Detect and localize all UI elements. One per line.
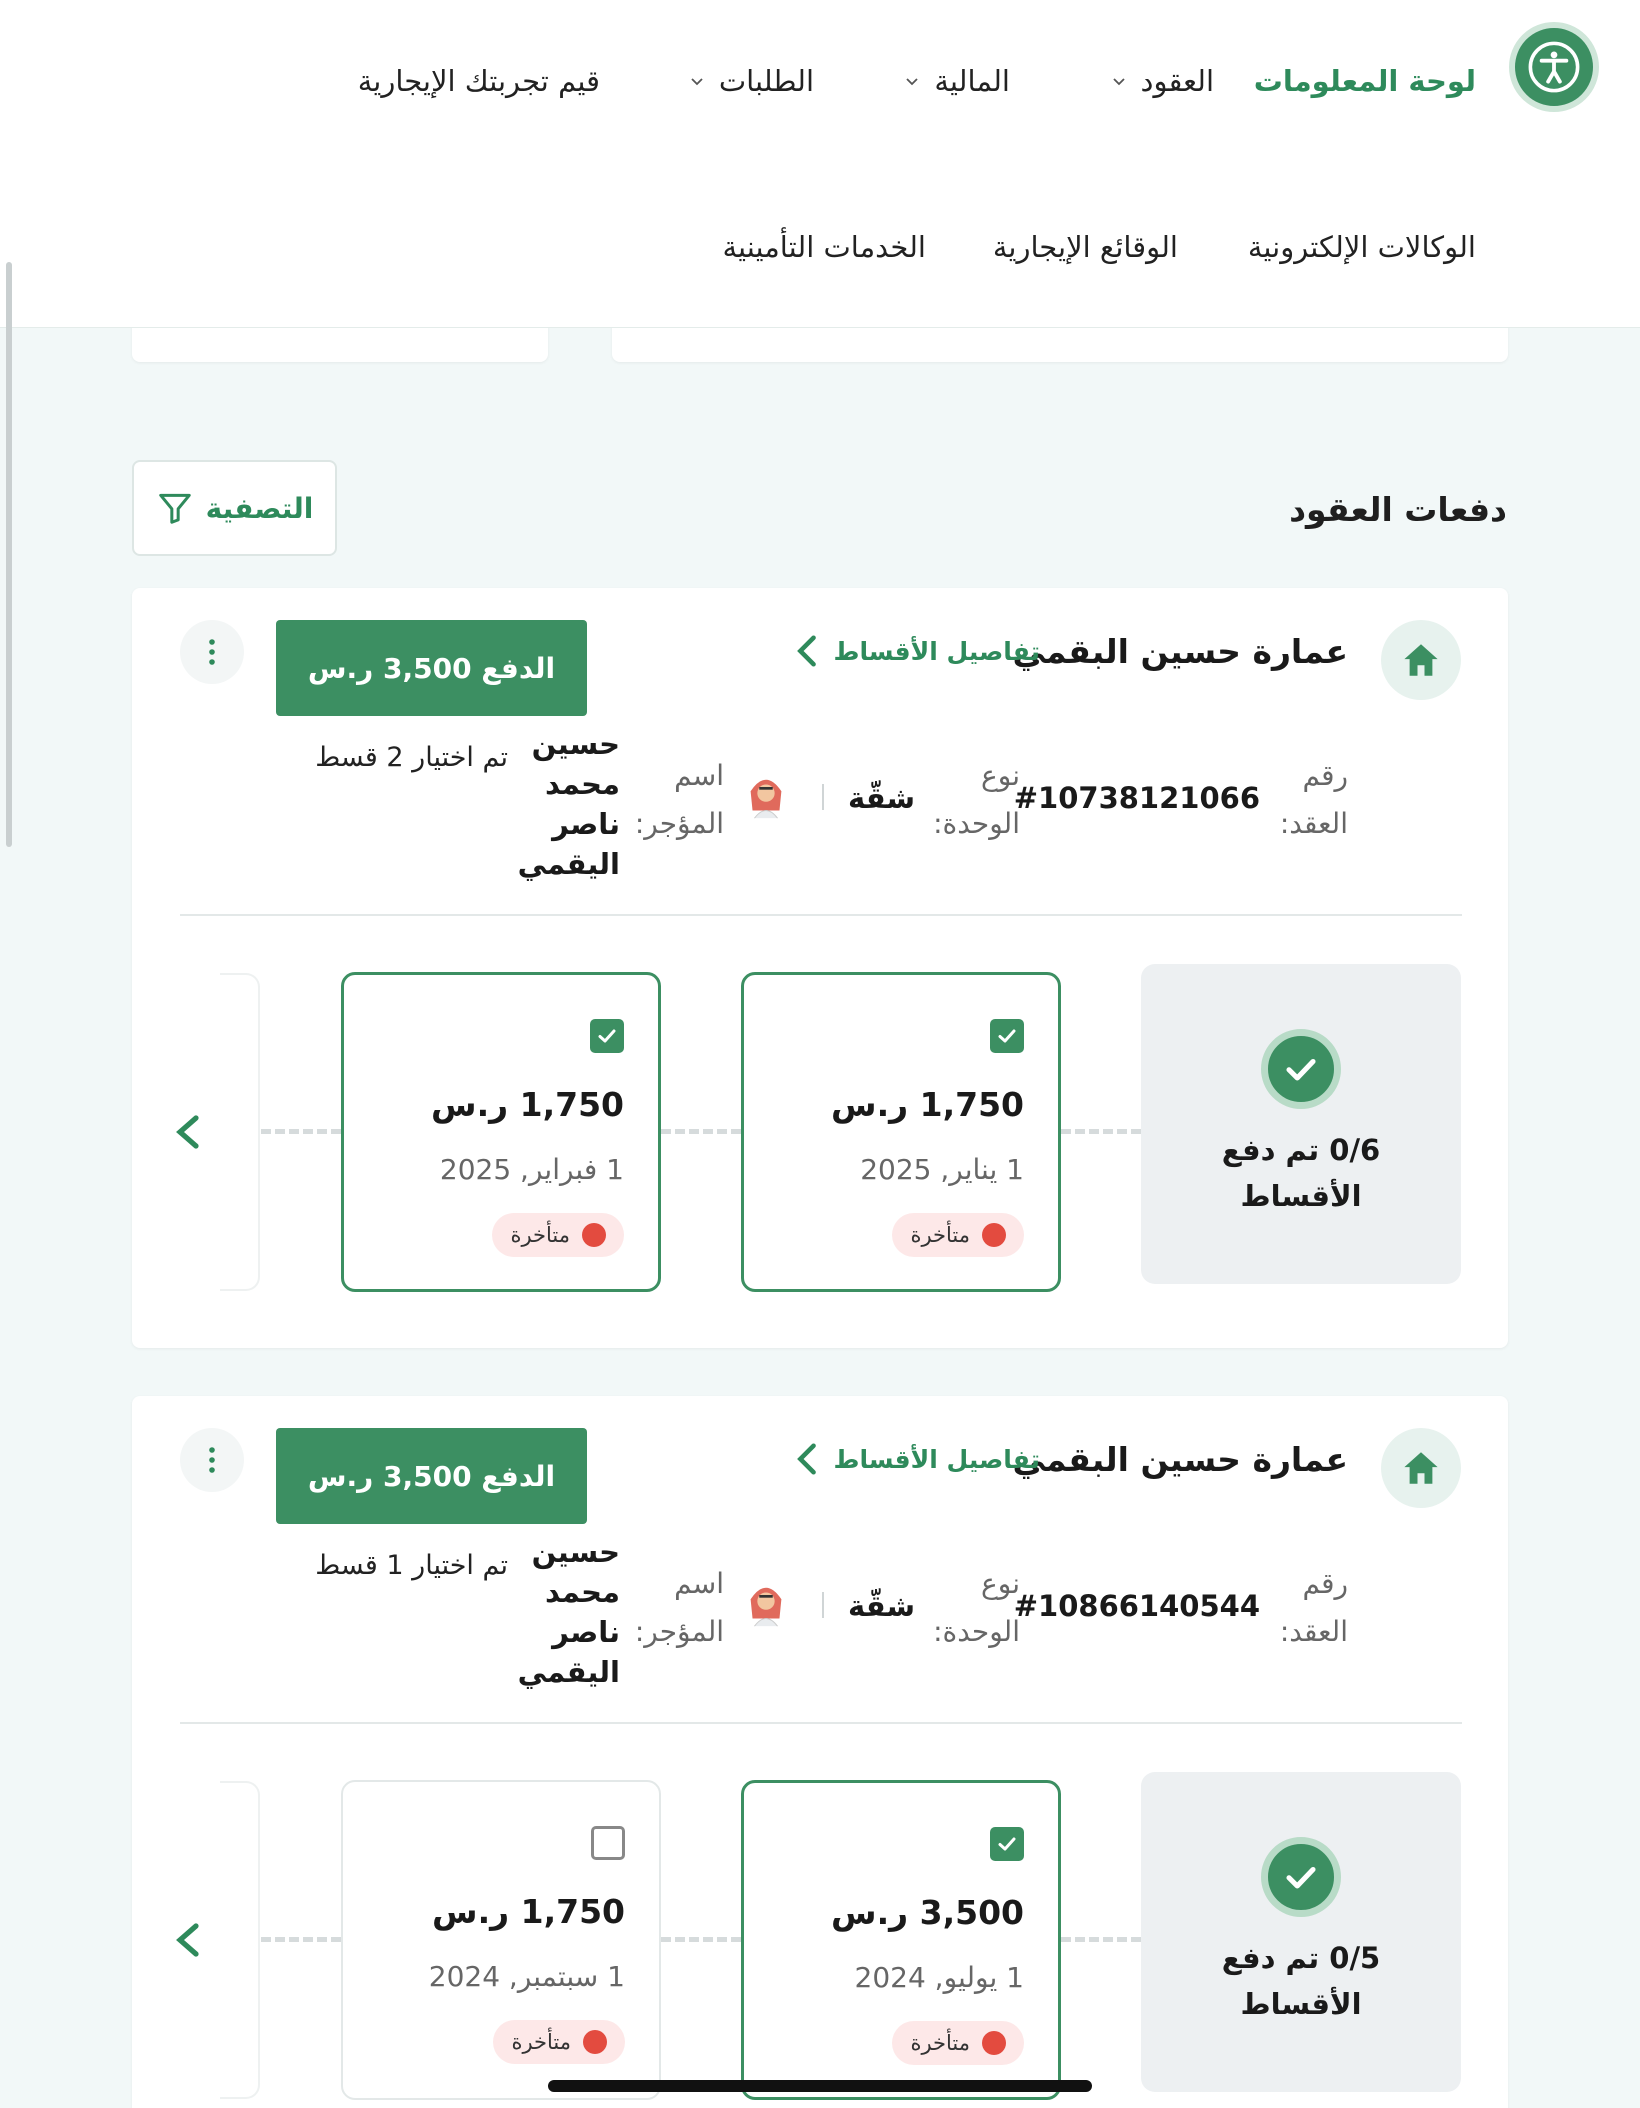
chevron-down-icon [1111, 73, 1127, 89]
installment-date: 1 يناير, 2025 [860, 1153, 1024, 1186]
status-label: متأخرة [910, 1223, 970, 1247]
label-line: نوع [981, 759, 1020, 792]
nav-finance[interactable] [904, 64, 1010, 98]
status-label: متأخرة [511, 2030, 571, 2054]
installment-amount: 1,750 ر.س [431, 1085, 624, 1124]
nav-dashboard[interactable] [1254, 64, 1476, 98]
details-link-label: تفاصيل الأقساط [833, 1444, 1040, 1474]
timeline-connector [1061, 1129, 1141, 1134]
installment-card-peek [220, 973, 260, 1291]
installment-amount: 3,500 ر.س [831, 1893, 1024, 1932]
nav-insurance-services[interactable] [722, 230, 926, 264]
timeline-connector [661, 1937, 741, 1942]
lessor-name: حسين محمد ناصر اليقمي [517, 727, 620, 881]
nav-rental-events[interactable] [993, 230, 1178, 264]
late-status-dot [982, 1223, 1006, 1247]
contract-card [132, 1396, 1508, 2108]
contract-number-label [1280, 752, 1348, 848]
status-badge [892, 2021, 1024, 2065]
selected-installments-note: تم اختيار 2 قسط [315, 742, 508, 773]
status-badge [892, 1213, 1024, 1257]
unit-type-label [933, 752, 1020, 848]
status-label: متأخرة [510, 1223, 570, 1247]
card-divider [180, 1722, 1462, 1724]
installment-card[interactable] [341, 1780, 661, 2100]
lessor-label [635, 752, 724, 848]
installment-amount: 1,750 ر.س [432, 1892, 625, 1931]
installment-checkbox[interactable] [591, 1826, 625, 1860]
unit-type: شقّة [848, 1589, 915, 1623]
installments-summary [1141, 964, 1461, 1284]
label-line: رقم [1302, 1567, 1348, 1600]
unit-type-label [933, 1560, 1020, 1656]
accessibility-button[interactable] [1509, 22, 1599, 112]
nav-e-agencies-label: الوكالات الإلكترونية [1247, 230, 1476, 264]
nav-finance-label: المالية [934, 64, 1010, 98]
contract-card [132, 588, 1508, 1348]
check-icon [995, 1832, 1019, 1856]
more-options-button[interactable] [180, 620, 244, 684]
installment-card[interactable] [741, 1780, 1061, 2100]
nav-insurance-services-label: الخدمات التأمينية [722, 230, 926, 264]
chevron-left-icon[interactable] [168, 1112, 208, 1152]
filter-label: التصفية [205, 491, 314, 525]
check-icon [1283, 1051, 1319, 1087]
avatar-icon [746, 1580, 786, 1630]
chevron-left-icon [794, 1442, 818, 1476]
timeline-connector [261, 1937, 341, 1942]
lessor-label [635, 1560, 724, 1656]
label-line: المؤجر: [634, 807, 724, 840]
label-line: الوحدة: [933, 1615, 1020, 1648]
installment-details-link[interactable] [794, 1442, 1041, 1476]
check-icon [595, 1024, 619, 1048]
label-line: الوحدة: [933, 807, 1020, 840]
chevron-down-icon [904, 73, 920, 89]
timeline-connector [261, 1129, 341, 1134]
installments-summary [1141, 1772, 1461, 2092]
installment-card[interactable] [741, 972, 1061, 1292]
installment-checkbox[interactable] [990, 1827, 1024, 1861]
installment-card-peek [220, 1781, 260, 2099]
check-icon [1283, 1859, 1319, 1895]
pay-button[interactable]: الدفع 3,500 ر.س [276, 620, 587, 716]
avatar-icon [746, 772, 786, 822]
contract-number: #10738121066 [1013, 781, 1260, 815]
nav-rental-events-label: الوقائع الإيجارية [992, 230, 1178, 264]
label-line: العقد: [1279, 1615, 1348, 1648]
label-line: اسم [674, 759, 724, 792]
nav-rate-experience[interactable] [358, 64, 600, 98]
home-icon [1400, 639, 1442, 681]
chevron-down-icon [689, 73, 705, 89]
contract-number: #10866140544 [1013, 1589, 1260, 1623]
unit-type: شقّة [848, 781, 915, 815]
installment-card[interactable] [341, 972, 661, 1292]
nav-e-agencies[interactable] [1248, 230, 1476, 264]
installment-checkbox[interactable] [590, 1019, 624, 1053]
kebab-icon [208, 1446, 216, 1474]
timeline-connector [1061, 1937, 1141, 1942]
status-badge [493, 2020, 625, 2064]
accessibility-icon [1527, 40, 1581, 94]
info-separator [822, 784, 824, 810]
info-separator [822, 1592, 824, 1618]
summary-text: 0/5 تم دفع الأقساط [1221, 1941, 1381, 2021]
chevron-left-icon [794, 634, 818, 668]
contract-title: عمارة حسين البقمي [1012, 632, 1348, 671]
installment-amount: 1,750 ر.س [831, 1085, 1024, 1124]
contract-title: عمارة حسين البقمي [1012, 1440, 1348, 1479]
label-line: اسم [674, 1567, 724, 1600]
kebab-icon [208, 638, 216, 666]
installment-checkbox[interactable] [990, 1019, 1024, 1053]
home-badge [1381, 1428, 1461, 1508]
late-status-dot [583, 2030, 607, 2054]
nav-requests-label: الطلبات [718, 64, 814, 98]
installment-date: 1 يوليو, 2024 [854, 1961, 1024, 1994]
late-status-dot [582, 1223, 606, 1247]
status-badge [492, 1213, 624, 1257]
label-line: المؤجر: [634, 1615, 724, 1648]
installment-date: 1 فبراير, 2025 [439, 1153, 624, 1186]
more-options-button[interactable] [180, 1428, 244, 1492]
home-badge [1381, 620, 1461, 700]
label-line: العقد: [1279, 807, 1348, 840]
nav-requests[interactable] [689, 64, 814, 98]
summary-check-badge [1261, 1029, 1341, 1109]
label-line: رقم [1302, 759, 1348, 792]
nav-contracts-label: العقود [1140, 64, 1214, 98]
card-divider [180, 914, 1462, 916]
details-link-label: تفاصيل الأقساط [833, 636, 1040, 666]
installment-details-link[interactable] [794, 634, 1041, 668]
contract-number-label [1280, 1560, 1348, 1656]
top-header [0, 0, 1640, 328]
nav-rate-experience-label: قيم تجربتك الإيجارية [357, 64, 600, 98]
lessor-name: حسين محمد ناصر اليقمي [517, 1535, 620, 1689]
home-icon [1400, 1447, 1442, 1489]
status-label: متأخرة [910, 2031, 970, 2055]
nav-dashboard-label: لوحة المعلومات [1253, 64, 1476, 98]
check-icon [995, 1024, 1019, 1048]
summary-text: 0/6 تم دفع الأقساط [1221, 1133, 1381, 1213]
pay-button[interactable]: الدفع 3,500 ر.س [276, 1428, 587, 1524]
summary-check-badge [1261, 1837, 1341, 1917]
nav-contracts[interactable] [1111, 64, 1214, 98]
section-title: دفعات العقود [1289, 490, 1507, 529]
filter-icon [156, 489, 194, 527]
page-scrollbar[interactable] [6, 262, 12, 847]
chevron-left-icon[interactable] [168, 1920, 208, 1960]
filter-button[interactable] [132, 460, 337, 556]
late-status-dot [982, 2031, 1006, 2055]
timeline-connector [661, 1129, 741, 1134]
label-line: نوع [981, 1567, 1020, 1600]
installment-date: 1 سبتمبر, 2024 [428, 1960, 625, 1993]
selected-installments-note: تم اختيار 1 قسط [315, 1550, 508, 1581]
home-indicator [548, 2080, 1092, 2092]
